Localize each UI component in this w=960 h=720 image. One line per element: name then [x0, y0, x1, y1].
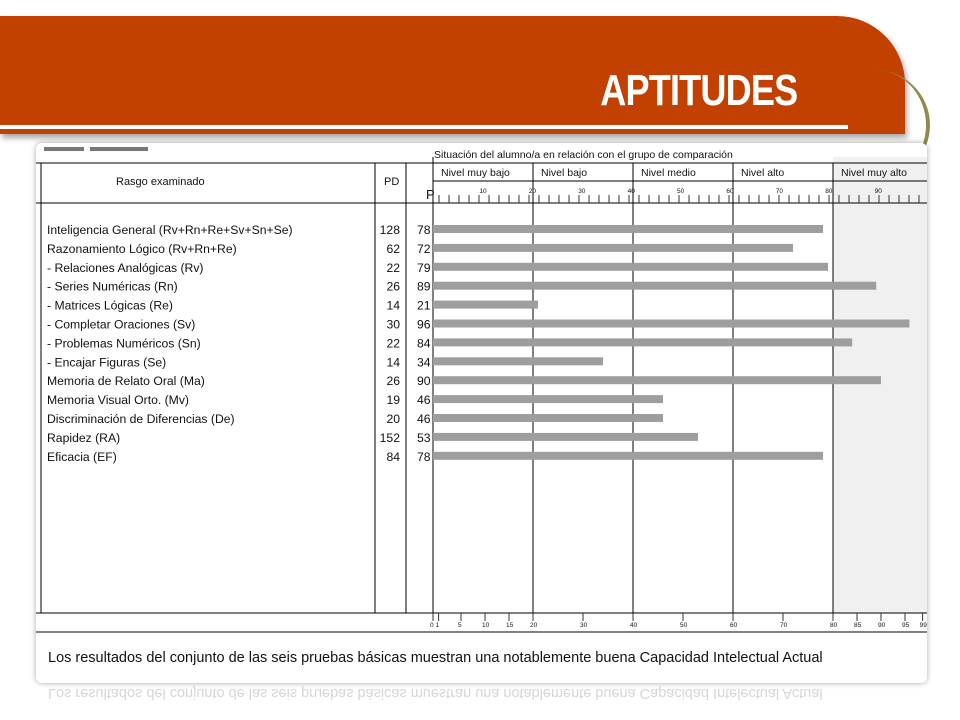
percentile-bar: [433, 301, 538, 309]
header-pd: PD: [384, 176, 400, 188]
header-trait: Rasgo examinado: [116, 176, 205, 188]
results-summary-reflection: Los resultados del conjunto de las seis pruebas básicas muestran una notablemente buena Capacidad Intelectual Actual: [48, 685, 823, 701]
percentile-bar: [433, 414, 663, 422]
top-tick-label: 50: [677, 188, 685, 195]
pd-value: 14: [386, 355, 400, 370]
bottom-tick-label: 95: [902, 622, 910, 629]
title-banner: [0, 16, 905, 134]
percentile-value: 46: [417, 393, 431, 408]
report-image: [36, 143, 927, 683]
bottom-tick-label: 5: [458, 622, 462, 629]
trait-label: Inteligencia General (Rv+Rn+Re+Sv+Sn+Se): [47, 223, 293, 237]
percentile-value: 79: [417, 260, 431, 275]
bottom-tick-label: 99: [919, 622, 927, 629]
bottom-tick-label: 85: [854, 622, 862, 629]
trait-label: - Series Numéricas (Rn): [47, 279, 178, 294]
top-tick-label: 20: [528, 188, 537, 195]
top-tick-label: 60: [726, 188, 734, 195]
trait-label: Memoria Visual Orto. (Mv): [47, 393, 189, 408]
bottom-tick-label: 80: [830, 622, 838, 629]
percentile-bar: [433, 320, 909, 328]
trait-label: - Problemas Numéricos (Sn): [47, 336, 201, 351]
bottom-tick-label: 40: [630, 622, 638, 629]
bottom-tick-label: 20: [530, 622, 538, 629]
pd-value: 26: [386, 374, 400, 389]
bottom-tick-label: 10: [482, 622, 490, 629]
bottom-tick-label: 30: [580, 622, 588, 629]
slide-title: APTITUDES: [599, 66, 797, 115]
percentile-value: 46: [417, 412, 431, 426]
pd-value: 22: [386, 260, 400, 275]
logo-mark: [90, 147, 148, 151]
header-p: P: [426, 187, 435, 202]
trait-label: Razonamiento Lógico (Rv+Rn+Re): [47, 241, 237, 256]
pd-value: 14: [386, 298, 400, 313]
trait-label: - Matrices Lógicas (Re): [47, 298, 173, 313]
bottom-tick-label: 1: [435, 622, 440, 629]
percentile-bar: [433, 433, 698, 441]
trait-label: - Encajar Figuras (Se): [47, 355, 167, 370]
percentile-bar: [433, 452, 823, 460]
top-tick-label: 80: [825, 188, 833, 195]
title-underline: [0, 125, 848, 129]
logo-mark: [44, 147, 84, 151]
percentile-value: 34: [417, 355, 431, 370]
top-tick-label: 10: [479, 188, 487, 195]
percentile-value: 21: [417, 298, 431, 313]
trait-label: - Relaciones Analógicas (Rv): [47, 260, 204, 275]
pd-value: 20: [386, 412, 400, 426]
top-tick-label: 70: [775, 188, 784, 195]
percentile-value: 96: [417, 317, 431, 332]
percentile-bar: [433, 376, 881, 384]
level-header: Nivel bajo: [541, 167, 588, 179]
bottom-tick-label: 70: [780, 622, 788, 629]
table-caption: Situación del alumno/a en relación con el grupo de comparación: [434, 149, 733, 161]
trait-label: Memoria de Relato Oral (Ma): [47, 374, 205, 389]
top-tick-label: 30: [578, 188, 586, 195]
results-summary: Los resultados del conjunto de las seis pruebas básicas muestran una notablemente buena Capacidad Intelectual Actual: [48, 650, 823, 666]
bottom-tick-label: 0: [430, 622, 434, 629]
percentile-bar: [433, 282, 876, 290]
percentile-value: 78: [417, 449, 431, 464]
percentile-bar: [433, 244, 793, 252]
pd-value: 84: [386, 449, 400, 464]
percentile-value: 90: [417, 374, 431, 389]
top-tick-label: 90: [874, 188, 882, 195]
bottom-tick-label: 50: [680, 622, 688, 629]
bottom-tick-label: 60: [730, 622, 738, 629]
column-shade-very-high: [833, 157, 927, 613]
pd-value: 128: [379, 223, 400, 237]
percentile-value: 84: [417, 336, 431, 351]
top-tick-label: 40: [627, 188, 635, 195]
pd-value: 152: [379, 430, 400, 445]
pd-value: 62: [386, 241, 400, 256]
trait-label: Eficacia (EF): [47, 449, 117, 464]
percentile-bar: [433, 395, 663, 403]
trait-label: - Completar Oraciones (Sv): [47, 317, 196, 332]
percentile-value: 89: [417, 279, 431, 294]
percentile-value: 53: [417, 430, 431, 445]
percentile-value: 72: [417, 241, 431, 256]
percentile-bar: [433, 338, 852, 346]
level-header: Nivel alto: [741, 167, 785, 179]
trait-label: Rapidez (RA): [47, 430, 121, 445]
percentile-bar: [433, 357, 603, 365]
percentile-bar: [433, 225, 823, 233]
percentile-bar: [433, 263, 828, 271]
pd-value: 19: [386, 393, 400, 408]
level-header: Nivel medio: [641, 167, 696, 179]
percentile-value: 78: [417, 223, 431, 237]
bottom-tick-label: 15: [506, 622, 514, 629]
bottom-tick-label: 90: [878, 622, 886, 629]
pd-value: 22: [386, 336, 400, 351]
report-chart: [36, 143, 927, 643]
trait-label: Discriminación de Diferencias (De): [47, 412, 235, 426]
pd-value: 26: [386, 279, 400, 294]
pd-value: 30: [386, 317, 400, 332]
level-header: Nivel muy alto: [841, 167, 907, 179]
level-header: Nivel muy bajo: [441, 167, 510, 179]
